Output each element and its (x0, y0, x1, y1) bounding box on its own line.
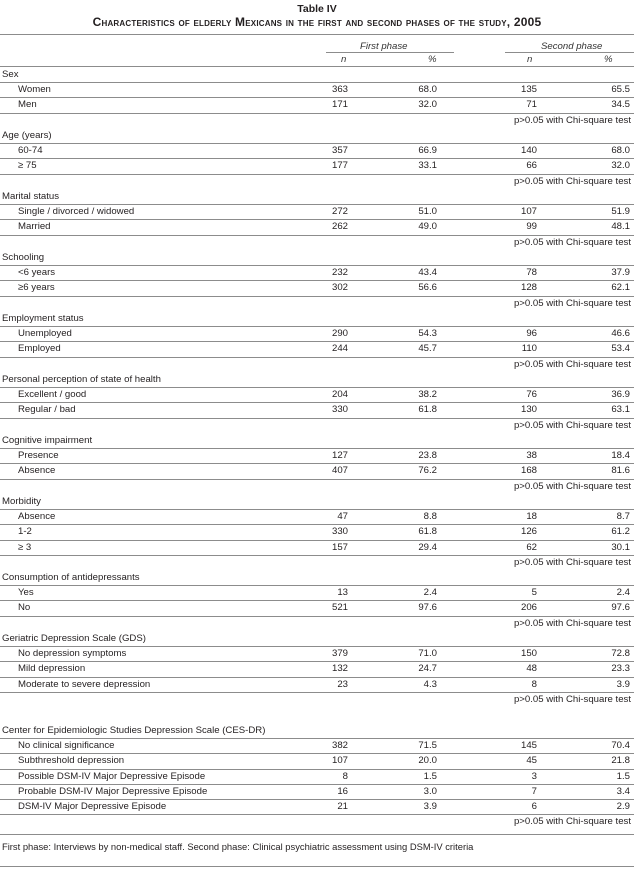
value-cell: 32.0 (418, 99, 437, 110)
group-label-row (0, 433, 634, 448)
chi-square-note: p>0.05 with Chi-square test (513, 298, 631, 309)
chi-square-note: p>0.05 with Chi-square test (513, 618, 631, 629)
test-note-row (0, 814, 634, 829)
row-label: Possible DSM-IV Major Depressive Episode (18, 771, 206, 782)
chi-square-note: p>0.05 with Chi-square test (513, 115, 631, 126)
value-cell: 78 (526, 267, 537, 278)
chi-square-note: p>0.05 with Chi-square test (513, 420, 631, 431)
value-cell: 135 (520, 84, 537, 95)
value-cell: 262 (331, 221, 348, 232)
value-cell: 107 (520, 206, 537, 217)
value-cell: 47 (337, 511, 348, 522)
value-cell: 7 (531, 786, 537, 797)
row-label: 60-74 (18, 145, 43, 156)
table-row (0, 265, 634, 280)
group-label-row (0, 311, 634, 326)
row-label: Regular / bad (18, 404, 76, 415)
table-row (0, 448, 634, 463)
test-note-row (0, 479, 634, 494)
value-cell: 379 (331, 648, 348, 659)
group-label-row (0, 189, 634, 204)
test-note-row (0, 616, 634, 631)
test-note-row (0, 418, 634, 433)
row-label: Women (18, 84, 51, 95)
group-label: Marital status (2, 191, 60, 202)
bottom-rule (0, 866, 634, 867)
value-cell: 24.7 (418, 663, 437, 674)
value-cell: 36.9 (611, 389, 630, 400)
value-cell: 23.8 (418, 450, 437, 461)
value-cell: 54.3 (418, 328, 437, 339)
group-label: Morbidity (2, 496, 41, 507)
value-cell: 48.1 (611, 221, 630, 232)
value-cell: 38.2 (418, 389, 437, 400)
test-note-row (0, 296, 634, 311)
value-cell: 5 (531, 587, 537, 598)
value-cell: 51.0 (418, 206, 437, 217)
value-cell: 71.5 (418, 740, 437, 751)
value-cell: 521 (331, 602, 348, 613)
table-number: Table IV (297, 3, 337, 15)
group-label: Consumption of antidepressants (2, 572, 140, 583)
value-cell: 99 (526, 221, 537, 232)
value-cell: 145 (520, 740, 537, 751)
test-note-row (0, 235, 634, 250)
value-cell: 23 (337, 679, 348, 690)
footnote: First phase: Interviews by non-medical staff. Second phase: Clinical psychiatric assessment using DSM-IV criteria (2, 841, 474, 852)
test-note-row (0, 357, 634, 372)
row-label: 1-2 (18, 526, 32, 537)
row-label: DSM-IV Major Depressive Episode (18, 801, 167, 812)
chi-square-note: p>0.05 with Chi-square test (513, 816, 631, 827)
table-row (0, 341, 634, 356)
value-cell: 97.6 (418, 602, 437, 613)
row-label: Mild depression (18, 663, 86, 674)
table-row (0, 387, 634, 402)
group-label: Center for Epidemiologic Studies Depression Scale (CES-DR) (2, 725, 266, 736)
value-cell: 110 (521, 343, 537, 354)
value-cell: 43.4 (418, 267, 437, 278)
value-cell: 272 (331, 206, 348, 217)
second-phase-header: Second phase (541, 41, 603, 52)
value-cell: 363 (331, 84, 348, 95)
value-cell: 107 (331, 755, 348, 766)
row-label: Yes (18, 587, 34, 598)
table-row (0, 738, 634, 753)
group-label-row (0, 67, 634, 82)
table-row (0, 509, 634, 524)
row-label: Married (18, 221, 51, 232)
table-row (0, 784, 634, 799)
group-label: Cognitive impairment (2, 435, 93, 446)
group-label: Schooling (2, 252, 45, 263)
value-cell: 21 (337, 801, 348, 812)
value-cell: 204 (331, 389, 348, 400)
table-row (0, 524, 634, 539)
row-label: ≥6 years (18, 282, 55, 293)
value-cell: 1.5 (423, 771, 437, 782)
row-label: No clinical significance (18, 740, 115, 751)
value-cell: 130 (520, 404, 537, 415)
value-cell: 38 (526, 450, 537, 461)
value-cell: 171 (331, 99, 348, 110)
row-label: ≥ 3 (18, 542, 32, 553)
group-label-row (0, 494, 634, 509)
value-cell: 177 (331, 160, 348, 171)
row-label: <6 years (18, 267, 56, 278)
value-cell: 56.6 (418, 282, 437, 293)
value-cell: 61.8 (418, 526, 437, 537)
row-label: Single / divorced / widowed (18, 206, 135, 217)
footnote-rule (0, 834, 634, 835)
table-row (0, 326, 634, 341)
value-cell: 66.9 (418, 145, 437, 156)
table-row (0, 585, 634, 600)
value-cell: 357 (331, 145, 348, 156)
value-cell: 51.9 (611, 206, 630, 217)
value-cell: 157 (331, 542, 348, 553)
value-cell: 132 (331, 663, 348, 674)
value-cell: 68.0 (611, 145, 630, 156)
row-label: Subthreshold depression (18, 755, 125, 766)
sub-header-row (0, 53, 634, 66)
value-cell: 330 (331, 404, 348, 415)
value-cell: 8 (342, 771, 348, 782)
group-label-row (0, 570, 634, 585)
value-cell: 126 (520, 526, 537, 537)
value-cell: 30.1 (611, 542, 630, 553)
value-cell: 71.0 (418, 648, 437, 659)
chi-square-note: p>0.05 with Chi-square test (513, 481, 631, 492)
value-cell: 407 (331, 465, 348, 476)
top-rule (0, 34, 634, 35)
n-header-2: n (527, 54, 533, 65)
value-cell: 8.8 (423, 511, 437, 522)
test-note-row (0, 692, 634, 707)
group-label: Age (years) (2, 130, 52, 141)
table-row (0, 402, 634, 417)
value-cell: 2.4 (616, 587, 630, 598)
value-cell: 1.5 (616, 771, 630, 782)
value-cell: 382 (331, 740, 348, 751)
value-cell: 18.4 (611, 450, 630, 461)
value-cell: 62.1 (611, 282, 630, 293)
value-cell: 23.3 (611, 663, 630, 674)
value-cell: 18 (526, 511, 537, 522)
chi-square-note: p>0.05 with Chi-square test (513, 237, 631, 248)
value-cell: 32.0 (611, 160, 630, 171)
value-cell: 46.6 (611, 328, 630, 339)
value-cell: 8 (531, 679, 537, 690)
row-label: Presence (18, 450, 59, 461)
value-cell: 76.2 (418, 465, 437, 476)
value-cell: 61.2 (611, 526, 630, 537)
value-cell: 3.9 (616, 679, 630, 690)
value-cell: 3.4 (616, 786, 630, 797)
row-label: No depression symptoms (18, 648, 127, 659)
value-cell: 168 (520, 465, 537, 476)
value-cell: 127 (331, 450, 348, 461)
value-cell: 45 (526, 755, 537, 766)
row-label: Unemployed (18, 328, 72, 339)
row-label: No (18, 602, 31, 613)
row-label: Absence (18, 465, 56, 476)
value-cell: 68.0 (418, 84, 437, 95)
chi-square-note: p>0.05 with Chi-square test (513, 359, 631, 370)
table-row (0, 677, 634, 692)
table-row (0, 463, 634, 478)
table-row (0, 769, 634, 784)
value-cell: 48 (526, 663, 537, 674)
table-row (0, 540, 634, 555)
group-label-row (0, 250, 634, 265)
value-cell: 63.1 (611, 404, 630, 415)
chi-square-note: p>0.05 with Chi-square test (513, 694, 631, 705)
value-cell: 16 (337, 786, 348, 797)
group-label: Employment status (2, 313, 84, 324)
table-row (0, 82, 634, 97)
value-cell: 20.0 (418, 755, 437, 766)
group-label: Sex (2, 69, 19, 80)
table-row (0, 143, 634, 158)
group-label: Geriatric Depression Scale (GDS) (2, 633, 146, 644)
table-row (0, 280, 634, 295)
value-cell: 330 (331, 526, 348, 537)
value-cell: 49.0 (418, 221, 437, 232)
table-row (0, 158, 634, 173)
value-cell: 2.4 (423, 587, 437, 598)
value-cell: 76 (526, 389, 537, 400)
value-cell: 8.7 (616, 511, 630, 522)
value-cell: 34.5 (611, 99, 630, 110)
test-note-row (0, 174, 634, 189)
value-cell: 96 (526, 328, 537, 339)
row-label: Men (18, 99, 37, 110)
value-cell: 206 (520, 602, 537, 613)
table-row (0, 204, 634, 219)
value-cell: 6 (531, 801, 537, 812)
value-cell: 3.9 (423, 801, 437, 812)
n-header-1: n (341, 54, 347, 65)
table-row (0, 219, 634, 234)
row-label: Absence (18, 511, 56, 522)
value-cell: 66 (526, 160, 537, 171)
pct-header-1: % (428, 54, 437, 65)
value-cell: 45.7 (418, 343, 437, 354)
value-cell: 61.8 (418, 404, 437, 415)
value-cell: 128 (520, 282, 537, 293)
row-label: ≥ 75 (18, 160, 37, 171)
value-cell: 65.5 (611, 84, 630, 95)
chi-square-note: p>0.05 with Chi-square test (513, 557, 631, 568)
test-note-row (0, 113, 634, 128)
value-cell: 70.4 (611, 740, 630, 751)
value-cell: 21.8 (611, 755, 630, 766)
row-label: Employed (18, 343, 61, 354)
table-row (0, 753, 634, 768)
value-cell: 140 (520, 145, 537, 156)
group-label-row (0, 631, 634, 646)
value-cell: 72.8 (611, 648, 630, 659)
value-cell: 150 (520, 648, 537, 659)
group-label-row (0, 723, 634, 738)
value-cell: 244 (331, 343, 348, 354)
table-row (0, 661, 634, 676)
pct-header-2: % (604, 54, 613, 65)
table-row (0, 646, 634, 661)
test-note-row (0, 555, 634, 570)
group-label-row (0, 128, 634, 143)
table-row (0, 799, 634, 814)
row-label: Probable DSM-IV Major Depressive Episode (18, 786, 208, 797)
value-cell: 37.9 (611, 267, 630, 278)
table-row (0, 97, 634, 112)
value-cell: 53.4 (611, 343, 630, 354)
table-row (0, 600, 634, 615)
value-cell: 13 (337, 587, 348, 598)
value-cell: 29.4 (418, 542, 437, 553)
value-cell: 62 (526, 542, 537, 553)
group-label-row (0, 372, 634, 387)
table-title: Characteristics of elderly Mexicans in the first and second phases of the study, 2005 (92, 15, 542, 29)
value-cell: 71 (526, 99, 537, 110)
value-cell: 302 (331, 282, 348, 293)
value-cell: 3 (531, 771, 537, 782)
value-cell: 33.1 (418, 160, 437, 171)
value-cell: 290 (331, 328, 348, 339)
row-label: Moderate to severe depression (18, 679, 151, 690)
value-cell: 232 (331, 267, 348, 278)
chi-square-note: p>0.05 with Chi-square test (513, 176, 631, 187)
first-phase-header: First phase (360, 41, 408, 52)
value-cell: 3.0 (423, 786, 437, 797)
value-cell: 97.6 (611, 602, 630, 613)
value-cell: 81.6 (611, 465, 630, 476)
value-cell: 2.9 (616, 801, 630, 812)
value-cell: 4.3 (423, 679, 437, 690)
row-label: Excellent / good (18, 389, 87, 400)
group-label: Personal perception of state of health (2, 374, 161, 385)
